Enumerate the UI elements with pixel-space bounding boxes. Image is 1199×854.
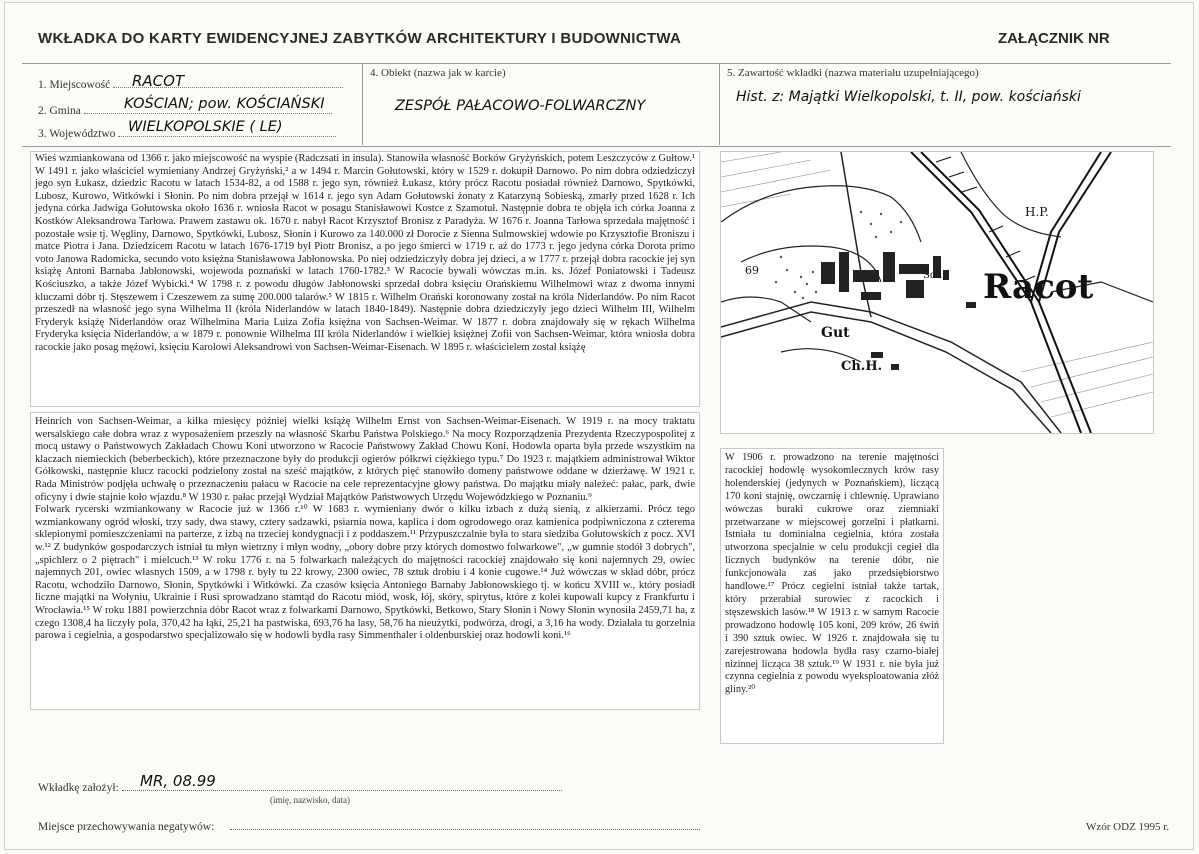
history-text-block-3	[720, 448, 944, 744]
contents-value: Hist. z: Majątki Wielkopolski, t. II, pow. kościański	[736, 89, 1081, 105]
voivodeship-label: 3. Województwo	[38, 128, 116, 140]
history-text-block-1	[30, 151, 700, 407]
commune-label: 2. Gmina	[38, 105, 81, 117]
voivodeship-value-line	[118, 136, 336, 137]
template-version: Wzór ODZ 1995 r.	[1086, 821, 1170, 833]
field-divider	[362, 63, 363, 145]
field-divider	[719, 63, 720, 145]
contents-label: 5. Zawartość wkładki (nazwa materiału uzupełniającego)	[727, 67, 979, 79]
map-label-hp: H.P.	[1025, 205, 1049, 219]
map-place-label: Racot	[983, 267, 1094, 307]
map-label-69: 69	[745, 264, 759, 277]
farm-paragraph: W 1906 r. prowadzono na terenie majętności racockiej hodowlę wysokomlecznych krów rasy holenderskiej (jedynych w Poznańskiem), liczącą 170 koni stajnię, owczarnię i chlewnię. Uprawiano wówczas buraki cukrowe oraz ziemniaki przetwarzane w miejscowej gorzelni i płatkarni. Istniała tu dominialna cegielnia, która została utworzona specjalnie w celu produkcji cegieł dla licznych budynków na terenie dóbr, nie funkcjonowała zaś jako przedsiębiorstwo handlowe.¹⁷ Prócz cegielni istniał także tartak, który przerabiał surowiec z racockich i stęszewskich lasów.¹⁸ W 1913 r. w samym Racocie prowadzono hodowlę 105 koni, 209 krów, 26 świń i 390 sztuk owiec. W 1926 r. znajdowała się tu zarejestrowana hodowla bydła rasy czarno-białej nizinnej licząca 38 sztuk.¹⁹ W 1931 r. nie była już czynna cegielnia z powodu wyeksploatowania złóż gliny.²⁰	[725, 452, 939, 696]
manor-paragraph: Folwark rycerski wzmiankowany w Racocie już w 1366 r.¹⁰ W 1683 r. wymieniany dwór o kilku izbach z dużą sienią, z alkierzami. Prócz tego wzmiankowany ogród włoski, trzy sady, dwa stawy, cztery sadzawki, psiarnia nowa, kaplica i dom ogrodowego oraz kamienica podpiwniczona z czterema sklepionymi pomieszczeniami na parterze, z izbą na trzeciej kondygnacji i z poddaszem.¹¹ Przypuszczalnie była to stara siedziba Gołutowskich z pocz. XVI w.¹² Z budynków gospodarczych istniał tu młyn wietrzny i młyn wodny, „obory dobre przy których domostwo folwarkowe", „w gumnie stodół 3 dobrych", „spichlerz o 2 piętrach" i mielcuch.¹³ W roku 1776 r. na 5 folwarkach należących do majętności racockiej znajdowało się koni najemnych 29, owiec najemnych 201, owiec własnych 1509, a w 1798 r. były tu 22 krowy, 2300 owiec, 78 sztuk drobiu i 4 konie cugowe.¹⁴ Już wówczas w skład dóbr, prócz Racotu, wchodziło Darnowo, Słonin, Spytkówki i Witkówki. Za czasów księcia Antoniego Barnaby Jabłonowskiego tj. w końcu XVIII w., który posiadł liczne majątki na Wołyniu, Ukrainie i Rusi sprowadzano stamtąd do Racotu miód, wosk, łój, skóry, spirytus, które z kolei kupowali kupcy z Frankfurtu i Wrocławia.¹⁵ W roku 1881 powierzchnia dóbr Racot wraz z folwarkami Darnowo, Spytkówki, Betkowo, Stary Słonin i Nowy Słonin wynosiła 2459,71 ha, z czego 1308,4 ha liczyły pola, 370,42 ha łąki, 25,21 ha pastwiska, 693,76 ha lasy, 58,76 ha nieużytki, podwórza, drogi, a 3,16 ha wody. Działała tu gorzelnia parowa i cegielnia, a gospodarstwo specjalizowało się w hodowli bydła rasy Simmenthaler i oldenburskiej oraz hodowli koni.¹⁶	[35, 504, 695, 642]
form-title: WKŁADKA DO KARTY EWIDENCYJNEJ ZABYTKÓW ARCHITEKTURY I BUDOWNICTWA	[38, 30, 682, 47]
voivodeship-value: WIELKOPOLSKIE ( LE)	[128, 119, 283, 135]
commune-value-line	[84, 113, 332, 114]
commune-value: KOŚCIAN; pow. KOŚCIAŃSKI	[124, 96, 325, 112]
map-label-gut: Gut	[821, 325, 850, 341]
history-paragraph-2: Heinrich von Sachsen-Weimar, a kilka miesięcy później wielki książę Wilhelm Ernst von Sachsen-Weimar-Eisenach. W 1919 r. na mocy traktatu wersalskiego całe dobra wraz z wyposażeniem przeszły na własność Skarbu Państwa Polskiego.⁶ Na mocy Rozporządzenia Prezydenta Rzeczypospolitej z mocą ustawy o Państwowych Zakładach Chowu Koni utworzono w Racocie Państwowy Zakład Chowu Koni. Hodowla oparta była przede wszystkim na klaczach niemieckich (beberbeckich), które przeznaczone były do produkcji ogierów półkrwi ciężkiego typu.⁷ Do 1923 r. majątkiem administrował Wiktor Gółkowski, następnie klucz racocki podzielony został na sześć majątków, z których pięć stanowiło domeny państwowe oddane w dzierżawę. W 1921 r. Rada Ministrów podjęła uchwałę o przeznaczeniu pałacu w Racocie na cele reprezentacyjne głowy państwa. Do majątku miały należeć: pałac, park, dwie oficyny i dwie stajnie koło wjazdu.⁸ W 1930 r. pałac przejął Wydział Majątków Państwowych Urzędu Wojewódzkiego w Poznaniu.⁹	[35, 416, 695, 503]
negatives-location-line	[230, 829, 700, 830]
map-label-chh: Ch.H.	[841, 359, 883, 374]
created-by-caption: (imię, nazwisko, data)	[270, 795, 350, 805]
created-by-line	[122, 790, 562, 791]
map-label-sch: Sch	[923, 270, 942, 281]
locality-field	[38, 79, 343, 91]
created-by-value: MR, 08.99	[140, 772, 216, 790]
history-paragraph-1: Wieś wzmiankowana od 1366 r. jako miejscowość na wyspie (Radczsati in insula). Stanowiła własność Borków Gryżyńskich, potem Leszczyców z Gułtow.¹ W 1491 r. jako właściciel wymieniany Andrzej Gryżyński,² a w 1494 r. Marcin Gołutowski, który w 1529 r. dokupił Darnowo. Po nim dobra odziedziczył jego syn Łukasz, dziedzic Racotu w latach 1534-82, a od 1588 r. jego syn, również Łukasz, który prócz Racotu posiadał również Darnowo, Spytkówki, Lubosz, Kurowo, Witkówki i Słonin. Po nim dobra przejął w 1614 r. jego syn Adam Gołutowski żonaty z Katarzyną Sobieską, zmarły przed 1628 r. Ich jedyna córka Jadwiga Gołutowska około 1636 r. wniosła Racot w posagu Stanisławowi Kostce z Szamotuł. Następnie dobra te objęła ich córka Joanna z Kostków Aleksandrowa Tarłowa. Prawem zastawu ok. 1670 r. nabył Racot Krzysztof Bronisz z Paradyża. W 1676 r. Joanna Tarłowa sprzedała majętność i pozostałe wsie tj. Węgliny, Darnowo, Spytkówki, Lubosz, Słonin i Kurowo za 140.000 zł Dorocie z Sienna Sulmowskiej wdowie po Krzysztofie Broniszu i matce Piotra i Jana. Dziedzicem Racotu w latach 1676-1719 był Piotr Bronisz, a po jego śmierci w 1719 r. aż do 1773 r. jego jedyna córka Dorota primo voto Janowa Radomicka, secundo voto księżna Stanisławowa Jabłonowska. Po niej odziedziczyły dobra jej dzieci, a w 1777 r. przejął dobra racockie jej syn książę Antoni Barnaba Jabłonowski, wojewoda poznański w latach 1760-1782.³ W Racocie bywali wówczas m.in. ks. Józef Poniatowski i Tadeusz Kościuszko, a także Józef Wybicki.⁴ W 1798 r. z powodu długów Jabłonowski sprzedał dobra księciu Orańskiemu Wilhelmowi wraz z dwoma innymi kluczami dóbr tj. Stęszewem i Czeszewem za sumę 200.000 talarów.⁵ W 1815 r. Wilhelm Orański koronowany został na króla Niderlandów. Po nim Racot przeszedł na własność jego syna Wilhelma II (króla Niderlandów w latach 1840-1849). Następnie dobra dziedziczyły jego dzieci Wilhelm III, Wilhelm Fryderyk książę Niderlandów oraz Wilhelmina Maria Luiza Zofia księżna von Sachsen-Weimar. W 1877 r. dobra znajdowały się w rękach Wilhelma Fryderyka księcia Niderlandów, a w 1879 r. ponownie Wilhelma III króla Niderlandów i wielkiej księżnej Zofii von Sachsen-Weimar, która wniosła dobra racockie jako posag mężowi, księciu Karolowi Aleksandrowi von Sachsen-Weimar-Eisenach. W 1895 r. właścicielem został książę	[35, 153, 695, 353]
attachment-number-label: ZAŁĄCZNIK NR	[998, 30, 1110, 47]
locality-label: 1. Miejscowość	[38, 79, 111, 91]
negatives-location-label: Miejsce przechowywania negatywów:	[38, 821, 215, 833]
object-label: 4. Obiekt (nazwa jak w karcie)	[370, 67, 506, 79]
locality-value: RACOT	[132, 72, 185, 90]
historical-map	[720, 151, 1154, 434]
created-by-label: Wkładkę założył:	[38, 782, 119, 794]
history-text-block-2	[30, 412, 700, 710]
object-value: ZESPÓŁ PAŁACOWO-FOLWARCZNY	[395, 98, 646, 114]
